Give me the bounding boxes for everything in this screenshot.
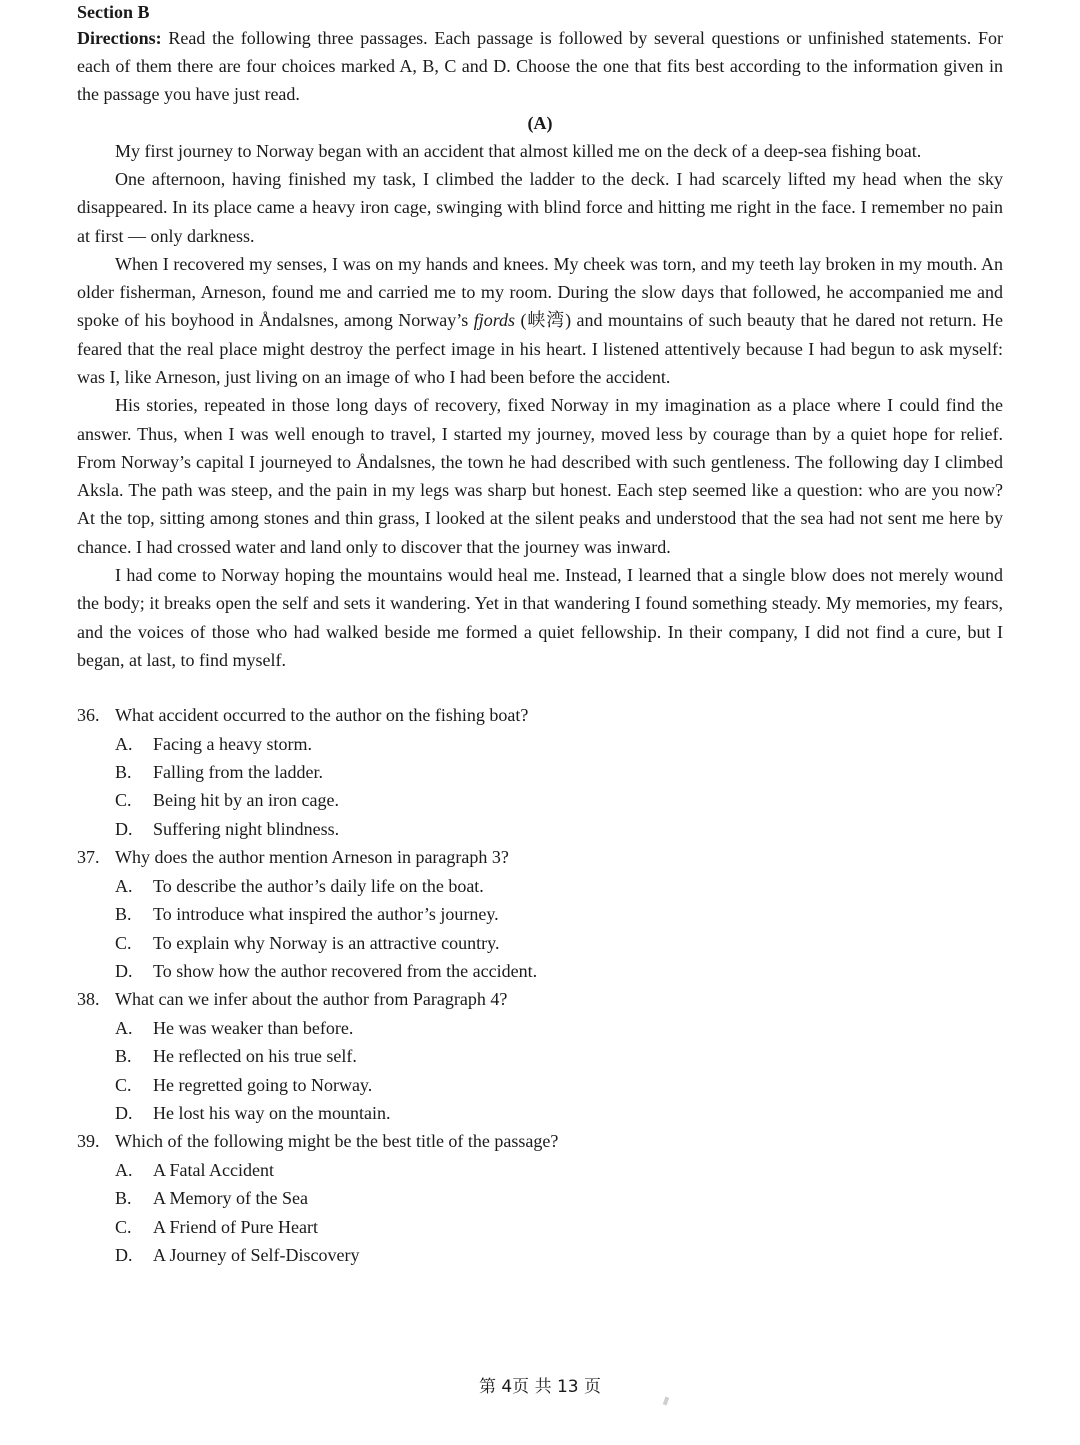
question-number: 38. [77, 989, 100, 1010]
answer-option [77, 1042, 1003, 1070]
directions-text: Read the following three passages. Each passage is followed by several questions or unfinished statements. For each of them there are four choices marked A, B, C and D. Choose the one that fits best according to the information given in the passage you have just read. [77, 28, 1003, 105]
directions-label: Directions: [77, 28, 162, 48]
question-list [77, 701, 1003, 1269]
answer-option [77, 929, 1003, 957]
scan-speck [663, 1397, 669, 1406]
question-number: 39. [77, 1131, 100, 1152]
answer-option [77, 730, 1003, 758]
option-letter: C. [115, 1074, 132, 1095]
passage-paragraph-3 [77, 250, 1003, 391]
answer-option [77, 1241, 1003, 1269]
directions [77, 24, 1003, 109]
option-text: To introduce what inspired the author’s journey. [153, 904, 499, 925]
option-letter: D. [115, 818, 133, 839]
answer-option [77, 786, 1003, 814]
answer-option [77, 1213, 1003, 1241]
passage-label: (A) [527, 112, 553, 133]
paragraph-3-part-a: When I recovered my senses, I was on my hands and knees. My cheek was torn, and my teeth lay broken in my mouth. An older fisherman, Arneson, found me and carried me to my room. During the slow days that followed, he accompanied me and spoke of his boyhood in Åndalsnes, among Norway’s [77, 253, 1003, 331]
answer-option [77, 1071, 1003, 1099]
option-letter: C. [115, 790, 132, 811]
passage-paragraph-1: My first journey to Norway began with an accident that almost killed me on the deck of a deep-sea fishing boat. [115, 140, 922, 161]
exam-page [77, 0, 1003, 1269]
question-text: Which of the following might be the best title of the passage? [115, 1131, 559, 1152]
answer-option [77, 872, 1003, 900]
option-text: A Friend of Pure Heart [153, 1216, 318, 1237]
question-text: What accident occurred to the author on the fishing boat? [115, 705, 529, 726]
option-text: He regretted going to Norway. [153, 1074, 373, 1095]
question-stem [77, 985, 1003, 1013]
question-text: Why does the author mention Arneson in paragraph 3? [115, 847, 509, 868]
option-text: He lost his way on the mountain. [153, 1102, 391, 1123]
option-text: Suffering night blindness. [153, 818, 340, 839]
option-letter: B. [115, 1046, 132, 1067]
option-text: He reflected on his true self. [153, 1046, 357, 1067]
option-letter: A. [115, 1159, 133, 1180]
answer-option [77, 900, 1003, 928]
answer-option [77, 1099, 1003, 1127]
page-number-footer: 第 4页 共 13 页 [478, 1377, 602, 1397]
option-letter: C. [115, 1216, 132, 1237]
option-letter: D. [115, 1244, 133, 1265]
option-letter: A. [115, 1017, 133, 1038]
fjords-term: fjords [473, 310, 516, 331]
passage-paragraph-2: One afternoon, having finished my task, I climbed the ladder to the deck. I had scarcely lifted my head when the sky disappeared. In its place came a heavy iron cage, swinging with blind force and hitting me right in the face. I remember no pain at first — only darkness. [77, 168, 1003, 246]
answer-option [77, 758, 1003, 786]
question-number: 36. [77, 705, 100, 726]
option-letter: B. [115, 762, 132, 783]
answer-option [77, 1184, 1003, 1212]
answer-option [77, 815, 1003, 843]
option-text: A Fatal Accident [153, 1159, 274, 1180]
question [77, 1127, 1003, 1269]
option-text: To explain why Norway is an attractive country. [153, 932, 500, 953]
question-stem [77, 843, 1003, 871]
option-text: He was weaker than before. [153, 1017, 354, 1038]
section-title: Section B [77, 2, 150, 22]
option-text: A Memory of the Sea [153, 1188, 308, 1209]
question-text: What can we infer about the author from Paragraph 4? [115, 989, 508, 1010]
option-letter: D. [115, 1102, 133, 1123]
answer-option [77, 1156, 1003, 1184]
question-number: 37. [77, 847, 100, 868]
question [77, 843, 1003, 985]
option-text: To describe the author’s daily life on the boat. [153, 875, 484, 896]
option-letter: A. [115, 733, 133, 754]
question [77, 985, 1003, 1127]
option-letter: D. [115, 960, 133, 981]
option-text: Falling from the ladder. [153, 762, 323, 783]
paragraph-3-part-b: (峡湾) and mountains of such beauty that he dared not return. He feared that the real place might destroy the perfect image in his heart. I listened attentively because I had begun to ask myself: was I, like Arneson, just living on an image of who I had been before the accident. [77, 310, 1003, 387]
option-text: Being hit by an iron cage. [153, 790, 339, 811]
answer-option [77, 957, 1003, 985]
option-letter: C. [115, 932, 132, 953]
option-text: Facing a heavy storm. [153, 733, 312, 754]
option-letter: B. [115, 904, 132, 925]
answer-option [77, 1014, 1003, 1042]
passage-paragraph-5: I had come to Norway hoping the mountains would heal me. Instead, I learned that a single blow does not merely wound the body; it breaks open the self and sets it wandering. Yet in that wandering I found something steady. My memories, my fears, and the voices of those who had walked beside me formed a quiet fellowship. In their company, I did not find a cure, but I began, at last, to find myself. [77, 565, 1003, 670]
passage-paragraph-4: His stories, repeated in those long days of recovery, fixed Norway in my imagination as a place where I could find the answer. Thus, when I was well enough to travel, I started my journey, moved less by courage than by a quiet hope for relief. From Norway’s capital I journeyed to Åndalsnes, the town he had described with such gentleness. The following day I climbed Aksla. The path was steep, and the pain in my legs was sharp but honest. Each step seemed like a question: who are you now? At the top, sitting among stones and thin grass, I looked at the silent peaks and understood that the sea had not sent me here by chance. I had crossed water and land only to discover that the journey was inward. [77, 395, 1003, 557]
option-letter: A. [115, 875, 133, 896]
question [77, 701, 1003, 843]
question-stem [77, 1127, 1003, 1155]
option-text: A Journey of Self-Discovery [153, 1244, 360, 1265]
question-stem [77, 701, 1003, 729]
option-text: To show how the author recovered from the accident. [153, 960, 538, 981]
option-letter: B. [115, 1188, 132, 1209]
